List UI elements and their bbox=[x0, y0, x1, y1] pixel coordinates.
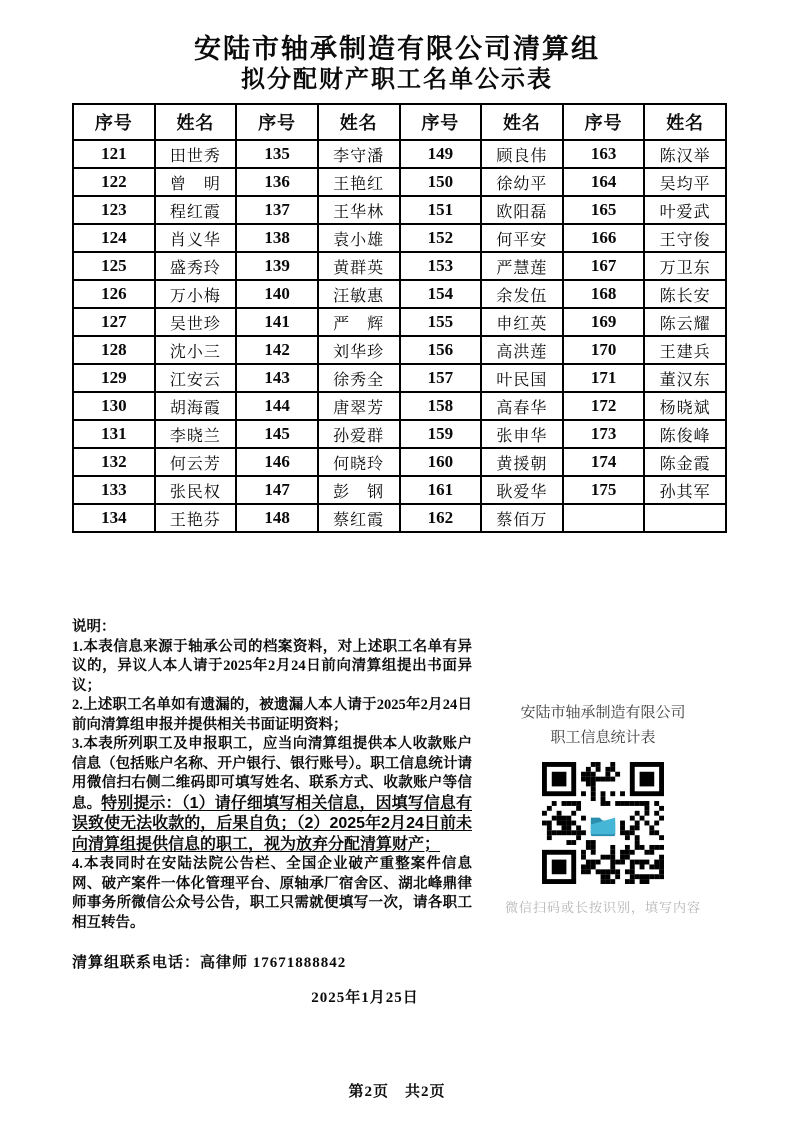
qr-code bbox=[542, 762, 664, 884]
employee-number: 152 bbox=[400, 224, 482, 252]
employee-name: 余发伍 bbox=[481, 280, 563, 308]
table-row bbox=[73, 252, 726, 280]
employee-number: 131 bbox=[73, 420, 155, 448]
employee-number: 122 bbox=[73, 168, 155, 196]
employee-roster-table bbox=[72, 103, 727, 533]
column-header: 姓名 bbox=[155, 104, 237, 140]
employee-number: 135 bbox=[236, 140, 318, 168]
column-header: 序号 bbox=[73, 104, 155, 140]
employee-number: 172 bbox=[563, 392, 645, 420]
employee-name: 何云芳 bbox=[155, 448, 237, 476]
employee-name: 孙其军 bbox=[644, 476, 726, 504]
employee-name: 王艳红 bbox=[318, 168, 400, 196]
employee-number: 158 bbox=[400, 392, 482, 420]
employee-number: 125 bbox=[73, 252, 155, 280]
employee-name: 袁小雄 bbox=[318, 224, 400, 252]
employee-name: 欧阳磊 bbox=[481, 196, 563, 224]
employee-number: 165 bbox=[563, 196, 645, 224]
employee-number: 127 bbox=[73, 308, 155, 336]
employee-name: 吴世珍 bbox=[155, 308, 237, 336]
employee-name: 盛秀玲 bbox=[155, 252, 237, 280]
employee-number: 149 bbox=[400, 140, 482, 168]
employee-number: 140 bbox=[236, 280, 318, 308]
employee-name: 李晓兰 bbox=[155, 420, 237, 448]
notes-section bbox=[72, 618, 472, 933]
employee-name: 王守俊 bbox=[644, 224, 726, 252]
employee-name: 程红霞 bbox=[155, 196, 237, 224]
employee-number: 133 bbox=[73, 476, 155, 504]
table-row bbox=[73, 420, 726, 448]
employee-number: 169 bbox=[563, 308, 645, 336]
employee-number: 156 bbox=[400, 336, 482, 364]
employee-number: 139 bbox=[236, 252, 318, 280]
page-title-line2: 拟分配财产职工名单公示表 bbox=[241, 67, 553, 93]
employee-number: 170 bbox=[563, 336, 645, 364]
employee-name: 李守潘 bbox=[318, 140, 400, 168]
employee-name: 杨晓斌 bbox=[644, 392, 726, 420]
employee-number: 159 bbox=[400, 420, 482, 448]
employee-number: 168 bbox=[563, 280, 645, 308]
employee-number: 162 bbox=[400, 504, 482, 532]
employee-number: 163 bbox=[563, 140, 645, 168]
table-row bbox=[73, 140, 726, 168]
employee-number: 126 bbox=[73, 280, 155, 308]
employee-number: 121 bbox=[73, 140, 155, 168]
employee-name: 高洪莲 bbox=[481, 336, 563, 364]
employee-name: 叶爱武 bbox=[644, 196, 726, 224]
employee-name: 陈汉举 bbox=[644, 140, 726, 168]
employee-name: 曾 明 bbox=[155, 168, 237, 196]
employee-number: 137 bbox=[236, 196, 318, 224]
table-row bbox=[73, 308, 726, 336]
employee-name: 徐秀全 bbox=[318, 364, 400, 392]
employee-number: 141 bbox=[236, 308, 318, 336]
column-header: 序号 bbox=[236, 104, 318, 140]
table-row bbox=[73, 364, 726, 392]
employee-name: 叶民国 bbox=[481, 364, 563, 392]
employee-name: 蔡红霞 bbox=[318, 504, 400, 532]
employee-name: 顾良伟 bbox=[481, 140, 563, 168]
employee-name: 耿爱华 bbox=[481, 476, 563, 504]
employee-name: 孙爱群 bbox=[318, 420, 400, 448]
employee-number: 175 bbox=[563, 476, 645, 504]
table-row bbox=[73, 280, 726, 308]
employee-name: 蔡佰万 bbox=[481, 504, 563, 532]
employee-name: 彭 钢 bbox=[318, 476, 400, 504]
note-item: 3.本表所列职工及申报职工，应当向清算组提供本人收款账户信息（包括账户名称、开户银行、银行账号）。职工信息统计请用微信扫右侧二维码即可填写姓名、联系方式、收款账户等信息。特别提示：（1）请仔细填写相关信息，因填写信息有误致使无法收款的，后果自负；（2）2025年2月24日前未向清算组提供信息的职工，视为放弃分配清算财产； bbox=[72, 736, 472, 853]
employee-name: 肖义华 bbox=[155, 224, 237, 252]
date-line: 2025年1月25日 bbox=[311, 990, 419, 1006]
contact-line: 清算组联系电话：高律师 17671888842 bbox=[72, 955, 347, 971]
employee-number: 174 bbox=[563, 448, 645, 476]
employee-name: 严 辉 bbox=[318, 308, 400, 336]
employee-number: 136 bbox=[236, 168, 318, 196]
employee-name: 何晓玲 bbox=[318, 448, 400, 476]
table-row bbox=[73, 476, 726, 504]
employee-number: 130 bbox=[73, 392, 155, 420]
employee-name: 严慧莲 bbox=[481, 252, 563, 280]
employee-number: 142 bbox=[236, 336, 318, 364]
qr-panel bbox=[483, 700, 723, 916]
special-notice: 特别提示：（1）请仔细填写相关信息，因填写信息有误致使无法收款的，后果自负；（2）2025年2月24日前未向清算组提供信息的职工，视为放弃分配清算财产； bbox=[72, 794, 472, 853]
employee-number: 145 bbox=[236, 420, 318, 448]
employee-number: 144 bbox=[236, 392, 318, 420]
employee-name: 江安云 bbox=[155, 364, 237, 392]
employee-number: 147 bbox=[236, 476, 318, 504]
employee-name: 刘华珍 bbox=[318, 336, 400, 364]
employee-name: 张申华 bbox=[481, 420, 563, 448]
employee-name: 陈俊峰 bbox=[644, 420, 726, 448]
empty-cell bbox=[644, 504, 726, 532]
employee-name: 徐幼平 bbox=[481, 168, 563, 196]
note-item: 2.上述职工名单如有遗漏的，被遗漏人本人请于2025年2月24日前向清算组申报并提供相关书面证明资料； bbox=[72, 697, 472, 733]
table-row bbox=[73, 224, 726, 252]
employee-number: 160 bbox=[400, 448, 482, 476]
employee-name: 申红英 bbox=[481, 308, 563, 336]
employee-name: 汪敏惠 bbox=[318, 280, 400, 308]
column-header: 序号 bbox=[400, 104, 482, 140]
employee-name: 胡海霞 bbox=[155, 392, 237, 420]
employee-number: 148 bbox=[236, 504, 318, 532]
employee-number: 132 bbox=[73, 448, 155, 476]
qr-title-line1: 安陆市轴承制造有限公司 bbox=[520, 704, 686, 721]
employee-name: 吴均平 bbox=[644, 168, 726, 196]
table-row bbox=[73, 392, 726, 420]
employee-name: 王艳芬 bbox=[155, 504, 237, 532]
employee-number: 166 bbox=[563, 224, 645, 252]
employee-name: 万小梅 bbox=[155, 280, 237, 308]
page-footer: 第2页 共2页 bbox=[348, 1084, 446, 1100]
employee-number: 146 bbox=[236, 448, 318, 476]
employee-name: 万卫东 bbox=[644, 252, 726, 280]
column-header: 姓名 bbox=[644, 104, 726, 140]
employee-name: 沈小三 bbox=[155, 336, 237, 364]
column-header: 序号 bbox=[563, 104, 645, 140]
employee-name: 王华林 bbox=[318, 196, 400, 224]
employee-number: 129 bbox=[73, 364, 155, 392]
employee-number: 153 bbox=[400, 252, 482, 280]
employee-number: 151 bbox=[400, 196, 482, 224]
employee-name: 王建兵 bbox=[644, 336, 726, 364]
employee-number: 150 bbox=[400, 168, 482, 196]
page-title-line1: 安陆市轴承制造有限公司清算组 bbox=[194, 34, 600, 64]
note-item: 1.本表信息来源于轴承公司的档案资料，对上述职工名单有异议的，异议人本人请于2025年2月24日前向清算组提出书面异议； bbox=[72, 638, 472, 694]
table-header-row bbox=[73, 104, 726, 140]
employee-name: 田世秀 bbox=[155, 140, 237, 168]
employee-name: 黄群英 bbox=[318, 252, 400, 280]
column-header: 姓名 bbox=[481, 104, 563, 140]
employee-number: 155 bbox=[400, 308, 482, 336]
employee-name: 黄援朝 bbox=[481, 448, 563, 476]
table-row bbox=[73, 448, 726, 476]
employee-number: 157 bbox=[400, 364, 482, 392]
employee-number: 138 bbox=[236, 224, 318, 252]
employee-name: 陈金霞 bbox=[644, 448, 726, 476]
employee-name: 陈云耀 bbox=[644, 308, 726, 336]
employee-number: 173 bbox=[563, 420, 645, 448]
employee-number: 124 bbox=[73, 224, 155, 252]
employee-number: 128 bbox=[73, 336, 155, 364]
employee-number: 164 bbox=[563, 168, 645, 196]
employee-number: 171 bbox=[563, 364, 645, 392]
qr-caption: 微信扫码或长按识别，填写内容 bbox=[504, 900, 701, 915]
employee-name: 何平安 bbox=[481, 224, 563, 252]
note-item: 4.本表同时在安陆法院公告栏、全国企业破产重整案件信息网、破产案件一体化管理平台、原轴承厂宿舍区、湖北峰鼎律师事务所微信公众号公告，职工只需就便填写一次，请各职工相互转告。 bbox=[72, 856, 472, 931]
employee-number: 134 bbox=[73, 504, 155, 532]
employee-number: 143 bbox=[236, 364, 318, 392]
notes-label: 说明： bbox=[72, 619, 116, 635]
table-row bbox=[73, 196, 726, 224]
employee-number: 161 bbox=[400, 476, 482, 504]
employee-name: 陈长安 bbox=[644, 280, 726, 308]
employee-number: 167 bbox=[563, 252, 645, 280]
table-row bbox=[73, 168, 726, 196]
employee-name: 高春华 bbox=[481, 392, 563, 420]
employee-number: 154 bbox=[400, 280, 482, 308]
employee-name: 唐翠芳 bbox=[318, 392, 400, 420]
column-header: 姓名 bbox=[318, 104, 400, 140]
employee-number: 123 bbox=[73, 196, 155, 224]
employee-name: 张民权 bbox=[155, 476, 237, 504]
table-row bbox=[73, 336, 726, 364]
employee-name: 董汉东 bbox=[644, 364, 726, 392]
table-row bbox=[73, 504, 726, 532]
empty-cell bbox=[563, 504, 645, 532]
qr-title-line2: 职工信息统计表 bbox=[550, 729, 656, 746]
